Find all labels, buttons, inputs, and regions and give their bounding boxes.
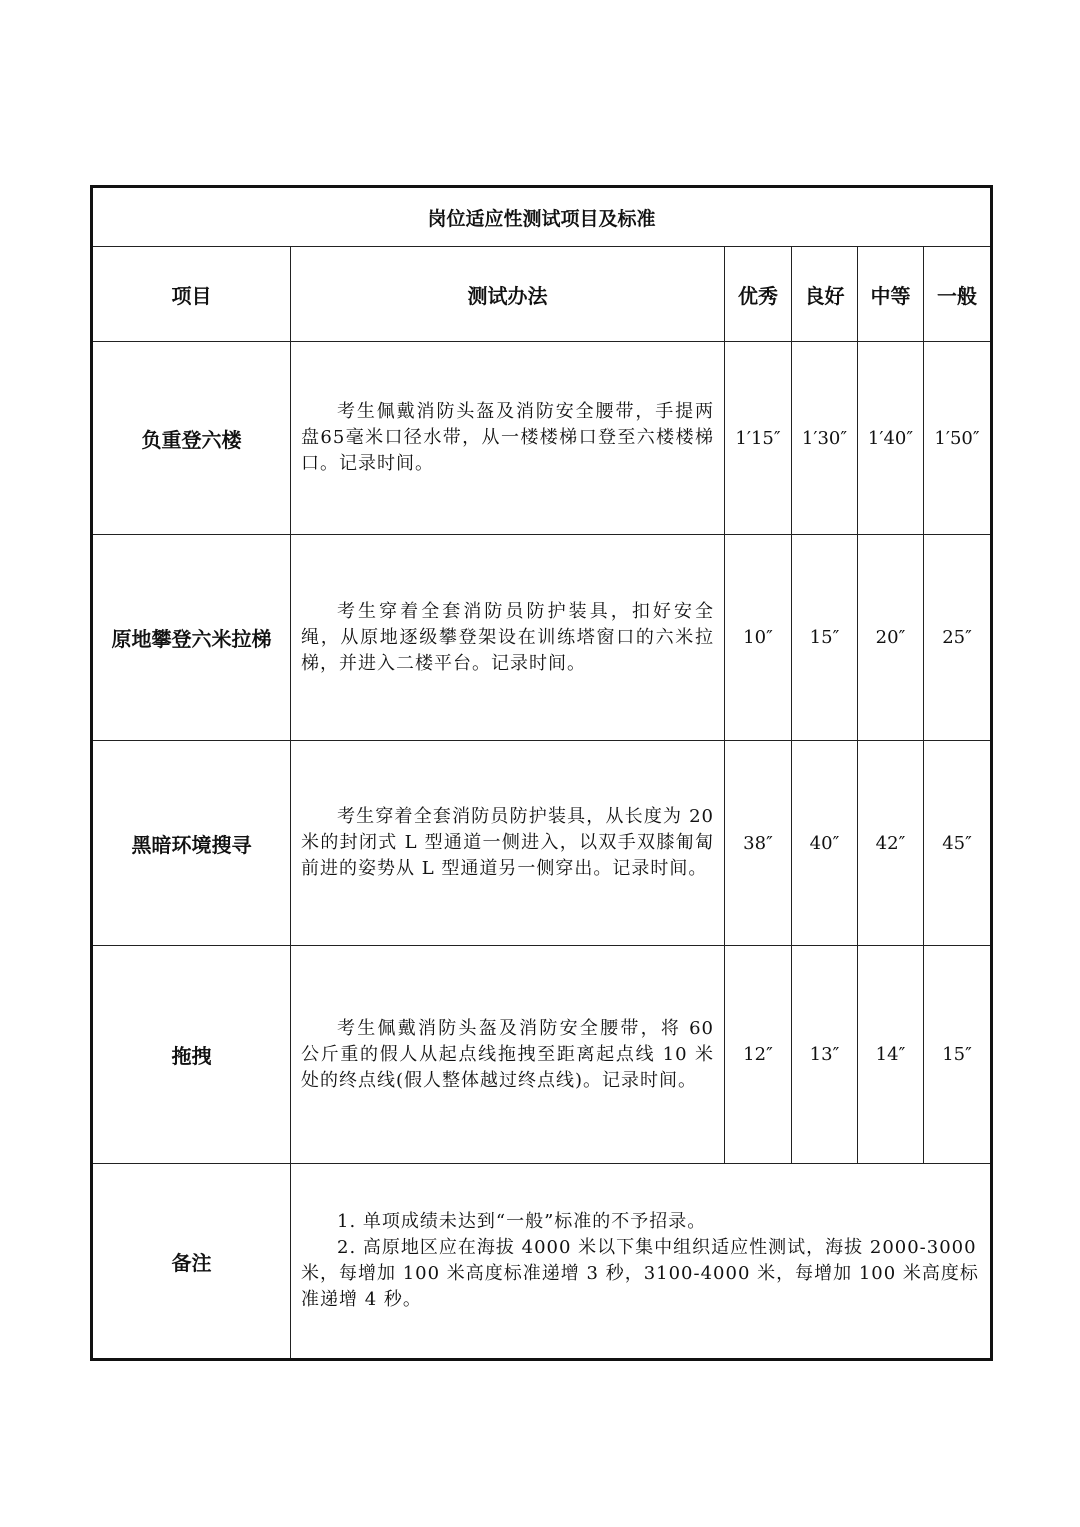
method-description: 考生穿着全套消防员防护装具，从长度为 20 米的封闭式 L 型通道一侧进入，以双手双膝匍匐前进的姿势从 L 型通道另一侧穿出。记录时间。 bbox=[291, 741, 725, 946]
score-general: 1′50″ bbox=[924, 342, 992, 535]
item-name: 拖拽 bbox=[92, 946, 291, 1164]
score-general: 15″ bbox=[924, 946, 992, 1164]
score-medium: 14″ bbox=[858, 946, 924, 1164]
header-medium: 中等 bbox=[858, 247, 924, 342]
score-medium: 1′40″ bbox=[858, 342, 924, 535]
title-row bbox=[92, 187, 992, 247]
header-good: 良好 bbox=[792, 247, 858, 342]
header-item: 项目 bbox=[92, 247, 291, 342]
note-line-2: 2. 高原地区应在海拔 4000 米以下集中组织适应性测试，海拔 2000-3000 米，每增加 100 米高度标准递增 3 秒，3100-4000 米，每增加 100 米高度标准递增 4 秒。 bbox=[301, 1237, 979, 1310]
score-general: 25″ bbox=[924, 535, 992, 741]
table-row bbox=[92, 946, 992, 1164]
header-general: 一般 bbox=[924, 247, 992, 342]
score-general: 45″ bbox=[924, 741, 992, 946]
header-row bbox=[92, 247, 992, 342]
score-good: 13″ bbox=[792, 946, 858, 1164]
table-row bbox=[92, 535, 992, 741]
score-excellent: 1′15″ bbox=[725, 342, 792, 535]
item-name: 负重登六楼 bbox=[92, 342, 291, 535]
header-excellent: 优秀 bbox=[725, 247, 792, 342]
notes-label: 备注 bbox=[92, 1164, 291, 1360]
table-row bbox=[92, 342, 992, 535]
score-medium: 20″ bbox=[858, 535, 924, 741]
score-medium: 42″ bbox=[858, 741, 924, 946]
standards-table bbox=[90, 185, 993, 1361]
table-title: 岗位适应性测试项目及标准 bbox=[92, 187, 992, 247]
item-name: 原地攀登六米拉梯 bbox=[92, 535, 291, 741]
notes-content bbox=[291, 1164, 992, 1360]
method-description: 考生佩戴消防头盔及消防安全腰带，将 60 公斤重的假人从起点线拖拽至距离起点线 10 米处的终点线(假人整体越过终点线)。记录时间。 bbox=[291, 946, 725, 1164]
score-excellent: 38″ bbox=[725, 741, 792, 946]
score-excellent: 10″ bbox=[725, 535, 792, 741]
note-line-1: 1. 单项成绩未达到“一般”标准的不予招录。 bbox=[337, 1211, 707, 1232]
header-method: 测试办法 bbox=[291, 247, 725, 342]
item-name: 黑暗环境搜寻 bbox=[92, 741, 291, 946]
method-description: 考生穿着全套消防员防护装具，扣好安全绳，从原地逐级攀登架设在训练塔窗口的六米拉梯，并进入二楼平台。记录时间。 bbox=[291, 535, 725, 741]
notes-row bbox=[92, 1164, 992, 1360]
score-excellent: 12″ bbox=[725, 946, 792, 1164]
method-description: 考生佩戴消防头盔及消防安全腰带，手提两盘65毫米口径水带，从一楼楼梯口登至六楼楼梯口。记录时间。 bbox=[291, 342, 725, 535]
score-good: 15″ bbox=[792, 535, 858, 741]
score-good: 40″ bbox=[792, 741, 858, 946]
score-good: 1′30″ bbox=[792, 342, 858, 535]
table-row bbox=[92, 741, 992, 946]
